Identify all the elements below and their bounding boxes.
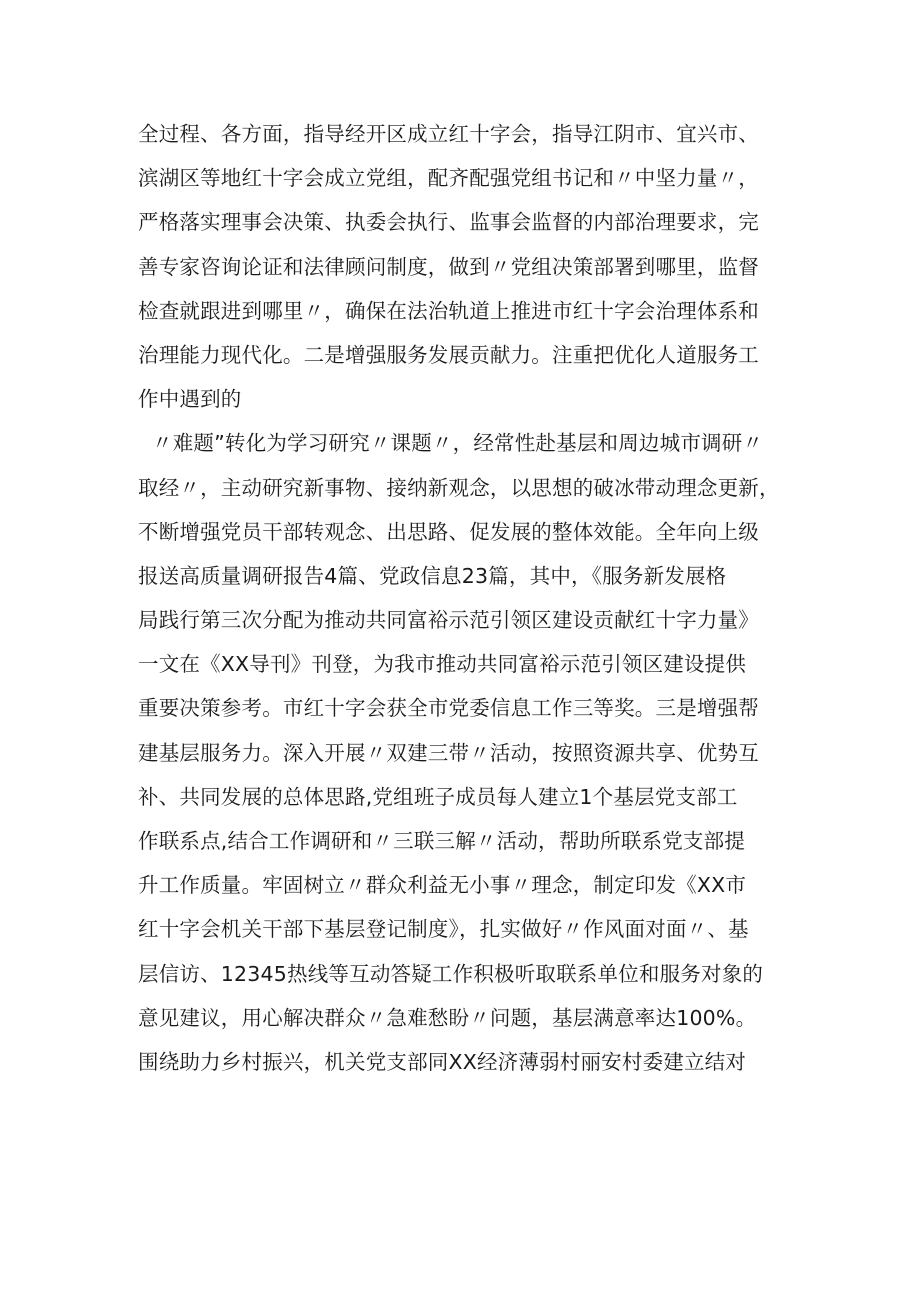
text-line: 层信访、12345热线等互动答疑工作积极听取联系单位和服务对象的: [138, 961, 764, 986]
text-line: 〃难题”转化为学习研究〃课题〃，经常性赴基层和周边城市调研〃: [152, 431, 764, 456]
text-line: 一文在《XX导刊》刊登，为我市推动共同富裕示范引领区建设提供: [138, 652, 747, 677]
text-line: 重要决策参考。市红十字会获全市党委信息工作三等奖。三是增强帮: [138, 696, 759, 721]
text-line: 滨湖区等地红十字会成立党组，配齐配强党组书记和〃中坚力量〃，: [138, 166, 759, 191]
text-line: 善专家咨询论证和法律顾问制度，做到〃党组决策部署到哪里，监督: [138, 254, 759, 279]
text-line: 检查就跟进到哪里〃，确保在法治轨道上推进市红十字会治理体系和: [138, 298, 759, 323]
text-line: 意见建议，用心解决群众〃急难愁盼〃问题，基层满意率达100%。: [138, 1005, 757, 1030]
text-line: 建基层服务力。深入开展〃双建三带〃活动，按照资源共享、优势互: [138, 740, 759, 765]
body-text: [138, 112, 808, 1084]
text-line: 报送高质量调研报告4篇、党政信息23篇，其中，《服务新发展格: [138, 563, 727, 588]
text-line: 取经〃，主动研究新事物、接纳新观念，以思想的破冰带动理念更新，: [138, 475, 780, 500]
text-line: 治理能力现代化。二是增强服务发展贡献力。注重把优化人道服务工: [138, 342, 759, 367]
text-line: 不断增强党员干部转观念、出思路、促发展的整体效能。全年向上级: [138, 519, 759, 544]
text-line: 局践行第三次分配为推动共同富裕示范引领区建设贡献红十字力量》: [138, 608, 759, 633]
text-line: 红十字会机关干部下基层登记制度》，扎实做好〃作风面对面〃、基: [138, 917, 749, 942]
text-line: 作中遇到的: [138, 387, 242, 412]
text-line: 作联系点,结合工作调研和〃三联三解〃活动，帮助所联系党支部提: [138, 829, 746, 853]
text-line: 补、共同发展的总体思路,党组班子成员每人建立1个基层党支部工: [138, 784, 738, 809]
text-line: 全过程、各方面，指导经开区成立红十字会，指导江阴市、宜兴市、: [138, 122, 759, 146]
text-line: 升工作质量。牢固树立〃群众利益无小事〃理念，制定印发《XX市: [138, 873, 747, 898]
text-line: 严格落实理事会决策、执委会执行、监事会监督的内部治理要求，完: [138, 210, 759, 235]
text-line: 围绕助力乡村振兴，机关党支部同XX经济薄弱村丽安村委建立结对: [138, 1049, 747, 1074]
